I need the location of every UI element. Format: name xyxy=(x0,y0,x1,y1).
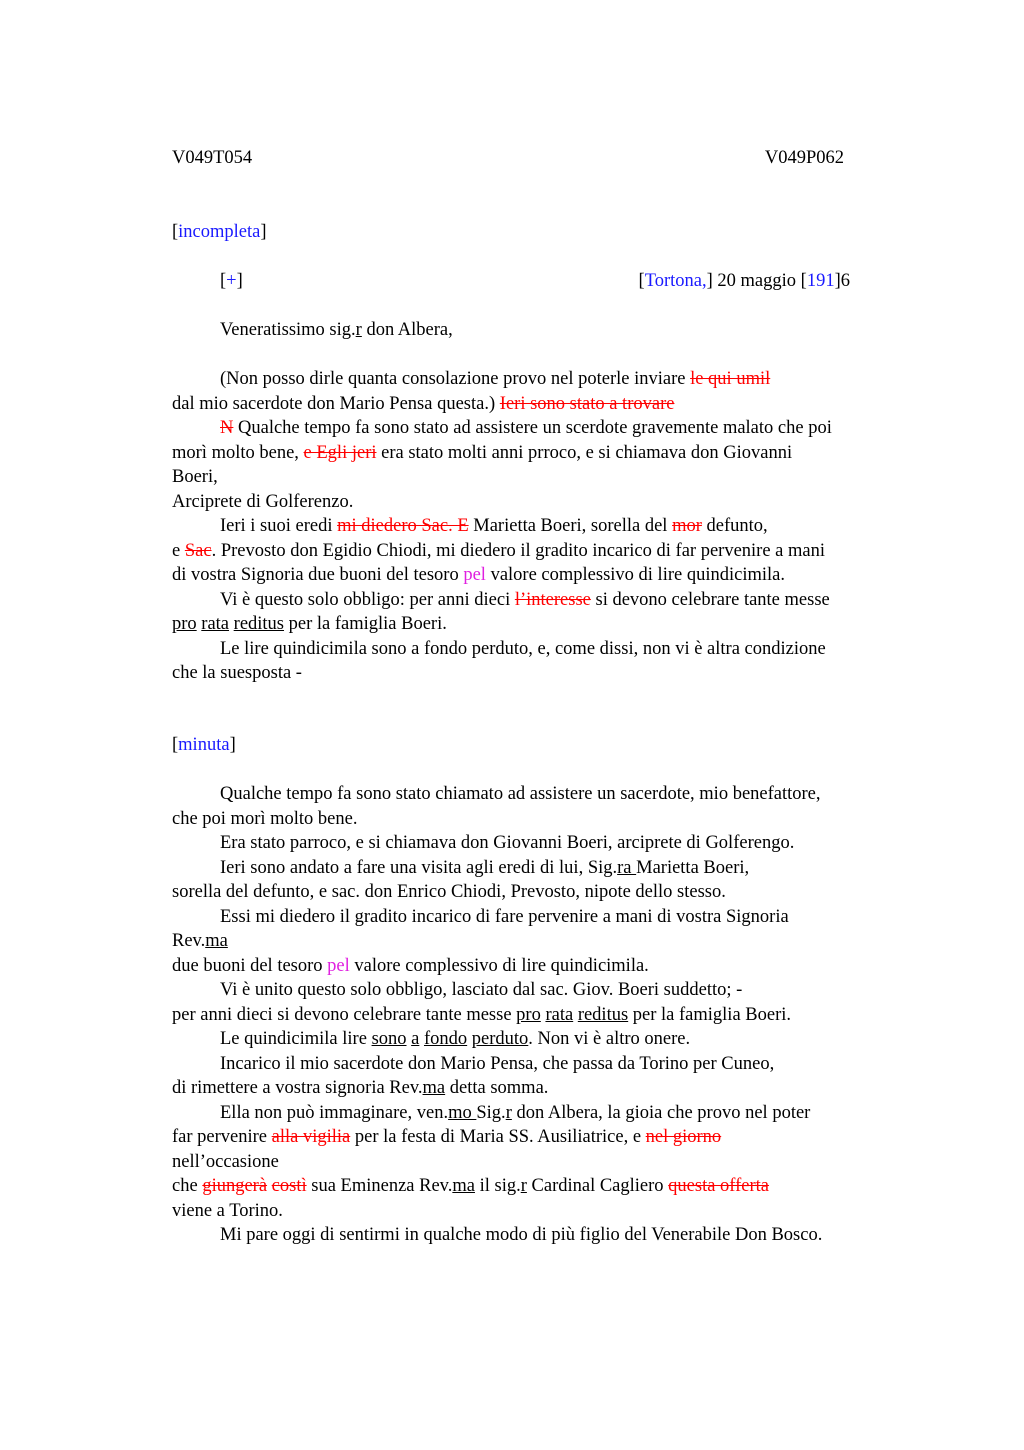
paragraph-line: dal mio sacerdote don Mario Pensa questa.) Ieri sono stato a trovare xyxy=(172,393,675,414)
cross-symbol: + xyxy=(226,271,237,291)
deleted-text: nel giorno xyxy=(645,1127,722,1147)
deleted-text: le qui umil xyxy=(690,369,771,389)
deleted-text: giungerà xyxy=(202,1176,268,1196)
paragraph-line: sorella del defunto, e sac. don Enrico Chiodi, Prevosto, nipote dello stesso. xyxy=(172,882,726,902)
date-place: Tortona, xyxy=(644,271,707,291)
section-label-text: minuta xyxy=(178,735,230,755)
deleted-text: Ieri sono stato a trovare xyxy=(499,393,675,414)
deleted-text: questa offerta xyxy=(668,1176,770,1196)
deleted-text: N xyxy=(220,418,234,438)
paragraph-line: Ella non può immaginare, ven.mo Sig.r don Albera, la gioia che provo nel poter xyxy=(220,1102,811,1123)
paragraph-line: che giungerà costì sua Eminenza Rev.ma il sig.r Cardinal Cagliero questa offerta xyxy=(172,1176,770,1196)
section-label-minuta: [minuta] xyxy=(172,735,236,755)
date-year-suffix: 6 xyxy=(840,271,850,291)
paragraph-line: viene a Torino. xyxy=(172,1200,283,1221)
deleted-text: Sac xyxy=(184,540,212,561)
paragraph-line: morì molto bene, e Egli jeri era stato molti anni prroco, e si chiamava don Giovanni xyxy=(172,442,793,463)
paragraph-line: che poi morì molto bene. xyxy=(172,808,358,829)
paragraph-line: Vi è questo solo obbligo: per anni dieci l’interesse si devono celebrare tante messe xyxy=(220,589,830,610)
paragraph-line: Boeri, xyxy=(172,467,218,487)
paragraph-line: far pervenire alla vigilia per la festa di Maria SS. Ausiliatrice, e nel giorno xyxy=(172,1127,722,1147)
deleted-text: e Egli jeri xyxy=(303,442,377,463)
deleted-text: mor xyxy=(672,516,702,536)
paragraph-line: Vi è unito questo solo obbligo, lasciato dal sac. Giov. Boeri suddetto; - xyxy=(220,980,743,1000)
paragraph-line: Ieri sono andato a fare una visita agli eredi di lui, Sig.ra Marietta Boeri, xyxy=(220,857,750,878)
deleted-text: mi diedero Sac. E xyxy=(337,516,469,536)
paragraph-line: N Qualche tempo fa sono stato ad assistere un scerdote gravemente malato che poi xyxy=(220,418,832,438)
paragraph-line: Qualche tempo fa sono stato chiamato ad assistere un sacerdote, mio benefattore, xyxy=(220,784,821,804)
document-code-right: V049P062 xyxy=(764,148,844,168)
paragraph-line: pro rata reditus per la famiglia Boeri. xyxy=(172,614,447,634)
date-year-prefix: 191 xyxy=(806,271,835,291)
paragraph-line: Arciprete di Golferenzo. xyxy=(172,491,354,512)
salutation: Veneratissimo sig.r don Albera, xyxy=(220,320,453,340)
paragraph-line: Era stato parroco, e si chiamava don Giovanni Boeri, arciprete di Golferengo. xyxy=(220,833,795,853)
cross-mark: [+] xyxy=(220,271,243,291)
paragraph-line: Ieri i suoi eredi mi diedero Sac. E Marietta Boeri, sorella del mor defunto, xyxy=(220,516,768,536)
highlighted-word: pel xyxy=(327,955,350,976)
highlighted-word: pel xyxy=(463,565,486,585)
paragraph-line: Incarico il mio sacerdote don Mario Pensa, che passa da Torino per Cuneo, xyxy=(220,1053,775,1074)
document-header xyxy=(172,146,844,171)
paragraph-line: Le lire quindicimila sono a fondo perduto, e, come dissi, non vi è altra condizione xyxy=(220,638,826,659)
paragraph-line: Le quindicimila lire sono a fondo perduto. Non vi è altro onere. xyxy=(220,1029,691,1049)
paragraph-line: per anni dieci si devono celebrare tante messe pro rata reditus per la famiglia Boeri. xyxy=(172,1004,792,1025)
paragraph-line: e Sac. Prevosto don Egidio Chiodi, mi diedero il gradito incarico di far pervenire a mani xyxy=(172,540,825,561)
incompleta-body xyxy=(172,367,912,686)
deleted-text: l’interesse xyxy=(514,589,591,610)
letter-date: [Tortona,] 20 maggio [191]6 xyxy=(638,271,850,291)
paragraph-line: due buoni del tesoro pel valore complessivo di lire quindicimila. xyxy=(172,955,649,976)
section-label-text: incompleta xyxy=(178,222,261,242)
paragraph-line: Essi mi diedero il gradito incarico di fare pervenire a mani di vostra Signoria xyxy=(220,906,789,927)
paragraph-line: Rev.ma xyxy=(172,931,228,951)
paragraph-line: che la suesposta - xyxy=(172,663,302,683)
paragraph-line: Mi pare oggi di sentirmi in qualche modo di più figlio del Venerabile Don Bosco. xyxy=(220,1225,823,1245)
section-label-incompleta: [incompleta] xyxy=(172,222,267,242)
deleted-text: costì xyxy=(271,1176,307,1196)
date-day-month: 20 maggio xyxy=(717,271,797,291)
paragraph-line: di vostra Signoria due buoni del tesoro pel valore complessivo di lire quindicimila. xyxy=(172,565,785,585)
paragraph-line: di rimettere a vostra signoria Rev.ma detta somma. xyxy=(172,1078,549,1098)
paragraph-line: nell’occasione xyxy=(172,1151,279,1172)
document-code-left: V049T054 xyxy=(172,148,253,168)
deleted-text: alla vigilia xyxy=(271,1127,351,1147)
dateline xyxy=(220,269,850,294)
minuta-body xyxy=(172,782,912,1248)
paragraph-line: (Non posso dirle quanta consolazione provo nel poterle inviare le qui umil xyxy=(220,369,771,389)
